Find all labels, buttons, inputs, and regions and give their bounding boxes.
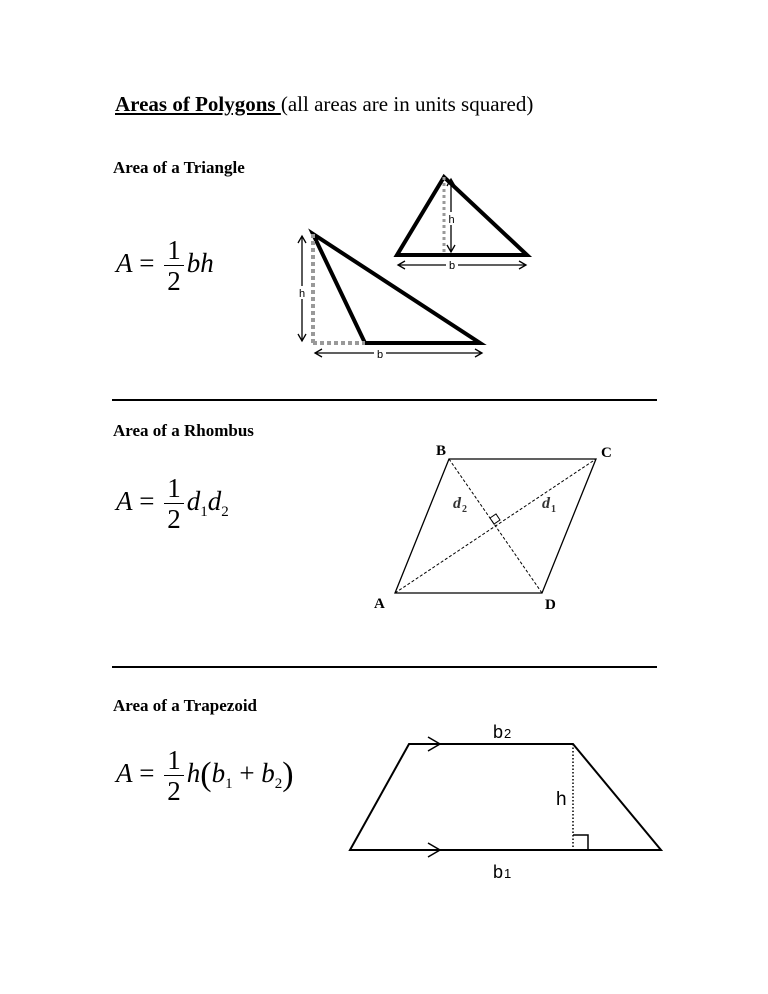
fraction-numerator: 1	[164, 474, 184, 504]
formula-b2-var: b	[261, 758, 275, 789]
formula-d2-sub: 2	[221, 504, 229, 521]
formula-d2-var: d	[207, 486, 222, 517]
trapezoid-heading: Area of a Trapezoid	[113, 696, 258, 715]
trapezoid-height-label: h	[556, 789, 567, 810]
obtuse-h-label: h	[298, 288, 306, 300]
formula-close-paren: )	[282, 756, 294, 794]
formula-bh: bh	[186, 248, 214, 279]
fraction-denominator: 2	[167, 266, 181, 297]
diagonal-d1-label: d	[542, 495, 550, 512]
trapezoid-right-angle-mark	[573, 835, 588, 850]
vertex-b-label: B	[436, 443, 447, 459]
formula-lhs: A	[116, 248, 133, 279]
top-base-label: b	[493, 722, 504, 742]
diagonal-d1-sub: 1	[551, 504, 556, 515]
formula-b1-sub: 1	[225, 776, 233, 793]
diagonal-d2-label: d	[453, 495, 461, 512]
formula-equals: =	[139, 486, 155, 517]
title-main: Areas of Polygons	[115, 92, 281, 116]
formula-d1-var: d	[186, 486, 201, 517]
diagonal-d2-sub: 2	[462, 504, 467, 515]
formula-plus: +	[239, 758, 255, 789]
trapezoid-shape	[350, 744, 661, 850]
obtuse-b-label: b	[376, 349, 384, 361]
small-h-label: h	[448, 214, 455, 226]
bottom-base-sub: 1	[504, 866, 512, 881]
formula-h: h	[186, 758, 201, 789]
title-note: (all areas are in units squared)	[280, 92, 534, 116]
rhombus-heading: Area of a Rhombus	[113, 421, 254, 440]
vertex-a-label: A	[374, 596, 385, 612]
formula-b2-sub: 2	[274, 776, 283, 793]
formula-equals: =	[139, 758, 155, 789]
fraction-numerator: 1	[164, 746, 184, 776]
formula-open-paren: (	[200, 756, 212, 794]
triangle-heading: Area of a Triangle	[113, 158, 245, 177]
fraction-numerator: 1	[164, 236, 184, 266]
vertex-d-label: D	[545, 597, 556, 613]
formula-d1-sub: 1	[200, 504, 208, 521]
top-base-sub: 2	[504, 726, 512, 741]
fraction-denominator: 2	[167, 776, 181, 807]
small-b-label: b	[448, 260, 456, 272]
vertex-c-label: C	[601, 445, 612, 461]
fraction-denominator: 2	[167, 504, 181, 535]
formula-lhs: A	[116, 758, 133, 789]
formula-b1-var: b	[211, 758, 226, 789]
bottom-base-label: b	[493, 862, 504, 882]
formula-lhs: A	[116, 486, 133, 517]
formula-equals: =	[139, 248, 155, 279]
